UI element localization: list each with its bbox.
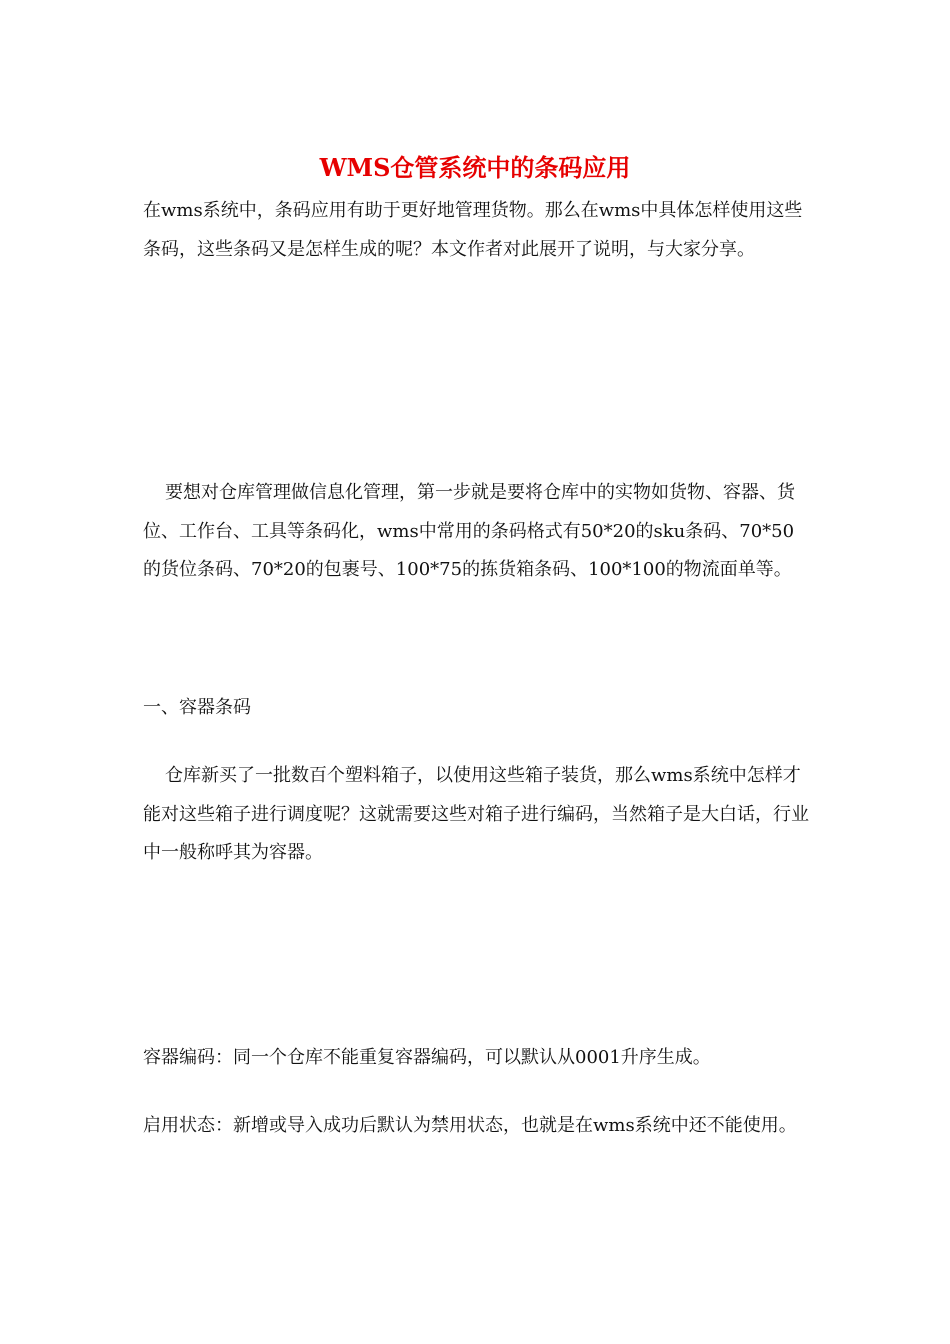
enable-status-paragraph: 启用状态：新增或导入成功后默认为禁用状态，也就是在wms系统中还不能使用。 xyxy=(143,1115,797,1136)
intro-paragraph: 在wms系统中，条码应用有助于更好地管理货物。那么在wms中具体怎样使用这些条码，这些条码又是怎样生成的呢？本文作者对此展开了说明，与大家分享。 xyxy=(143,200,803,260)
container-paragraph: 仓库新买了一批数百个塑料箱子，以使用这些箱子装货，那么wms系统中怎样才能对这些箱子进行调度呢？这就需要这些对箱子进行编码，当然箱子是大白话，行业中一般称呼其为容器。 xyxy=(143,765,809,863)
section-heading-container-barcode: 一、容器条码 xyxy=(143,697,251,718)
document-title: WMS仓管系统中的条码应用 xyxy=(319,153,631,182)
container-code-paragraph: 容器编码：同一个仓库不能重复容器编码，可以默认从0001升序生成。 xyxy=(143,1047,711,1068)
barcode-formats-paragraph: 要想对仓库管理做信息化管理，第一步就是要将仓库中的实物如货物、容器、货位、工作台、工具等条码化，wms中常用的条码格式有50*20的sku条码、70*50的货位条码、70*20的包裹号、100*75的拣货箱条码、100*100的物流面单等。 xyxy=(143,482,795,580)
